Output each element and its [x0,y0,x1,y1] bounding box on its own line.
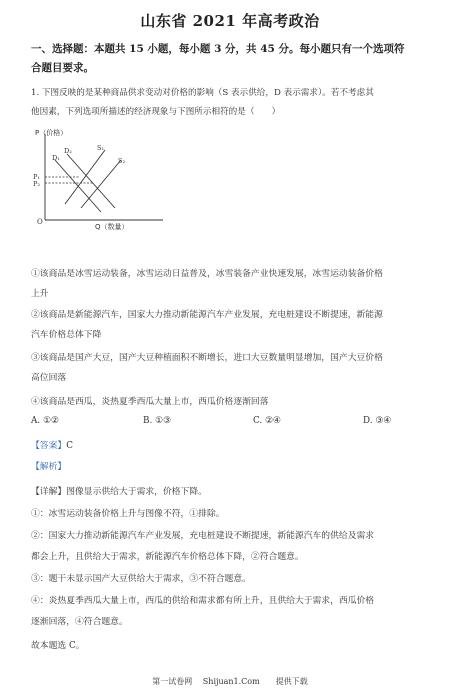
s1-label: S₁ [97,144,105,152]
question-stem-line1: 1. 下图反映的是某种商品供求变动对价格的影响（S 表示供给，D 表示需求）。若不考虑其 [31,88,374,98]
answer-tag: 【答案】 [31,441,67,451]
option-d: D. ③④ [363,416,392,426]
option-c: C. ②④ [253,416,281,426]
detail-4-line2: 逐渐回落，④符合题意。 [31,617,128,627]
supply-demand-graph [33,128,183,234]
option-b: B. ①③ [143,416,171,426]
item-3-line1: ③该商品是国产大豆，国产大豆种植面积不断增长，进口大豆数量明显增加，国产大豆价格 [31,353,383,363]
p1-label: P₁ [33,173,40,181]
item-2-line2: 汽车价格总体下降 [31,330,102,340]
option-a: A. ①② [31,416,59,426]
p2-label: P₂ [33,180,40,188]
page-title: 山东省 2021 年高考政治 [140,12,320,30]
item-1-line2: 上升 [31,289,49,299]
item-1-line1: ①该商品是冰雪运动装备，冰雪运动日益普及，冰雪装备产业快速发展，冰雪运动装备价格 [31,269,383,279]
item-3-line2: 高位回落 [31,373,67,383]
origin-label: O [37,218,43,226]
detail-3: ③：题干未显示国产大豆供给大于需求，③不符合题意。 [31,574,251,584]
detail-2-line2: 都会上升，且供给大于需求，新能源汽车价格总体下降，②符合题意。 [31,552,304,562]
d1-label: D₁ [52,154,60,162]
analysis-tag: 【解析】 [31,462,67,472]
item-4-line1: ④该商品是西瓜，炎热夏季西瓜大量上市，西瓜价格逐渐回落 [31,397,269,407]
d2-label: D₂ [64,147,72,155]
page-footer: 第一试卷网 Shijuan1.Com 提供下载 [152,677,308,686]
question-stem-line2: 他因素，下列选项所描述的经济现象与下图所示相符的是（ ） [31,107,281,117]
curve-s2 [81,160,121,208]
s2-label: S₂ [118,157,126,165]
item-2-line1: ②该商品是新能源汽车，国家大力推动新能源汽车产业发展，充电桩建设不断提速，新能源 [31,310,383,320]
detail-4-line1: ④：炎热夏季西瓜大量上市，西瓜的供给和需求都有所上升，且供给大于需求，西瓜价格 [31,596,375,606]
answer-line [31,438,73,451]
detail-intro: 【详解】图像显示供给大于需求，价格下降。 [31,487,207,497]
curve-d2 [67,154,115,208]
y-axis-label: P（价格） [35,129,68,137]
section-heading-line2: 合题目要求。 [31,62,94,74]
detail-2-line1: ②：国家大力推动新能源汽车产业发展，充电桩建设不断提速，新能源汽车的供给及需求 [31,531,375,541]
detail-conclusion: 故本题选 C。 [31,641,85,651]
answer-value: C [66,441,73,451]
x-axis-label: Q（数量） [95,223,129,231]
section-heading-line1: 一、选择题：本题共 15 小题，每小题 3 分，共 45 分。每小题只有一个选项符 [31,43,405,55]
detail-1: ①：冰雪运动装备价格上升与图像不符，①排除。 [31,509,225,519]
